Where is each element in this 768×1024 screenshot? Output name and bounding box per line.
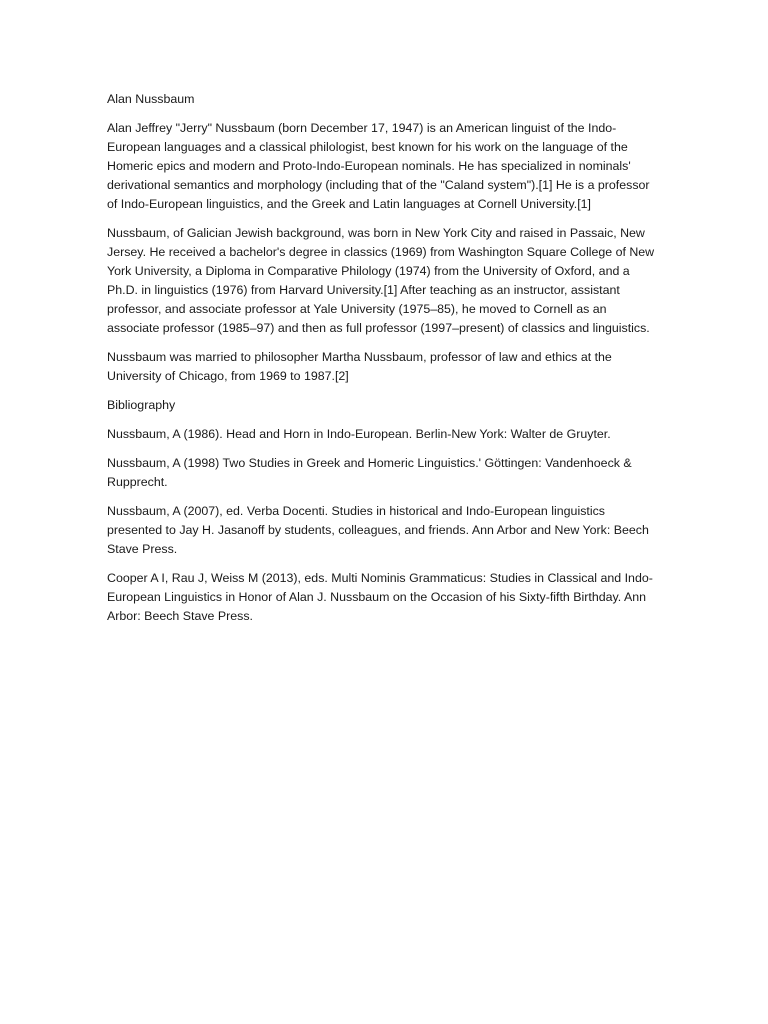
- bibliography-entry: Nussbaum, A (1986). Head and Horn in Indo-European. Berlin-New York: Walter de Gruyter.: [107, 427, 611, 441]
- paragraph-marriage: Nussbaum was married to philosopher Martha Nussbaum, professor of law and ethics at the University of Chicago, from 1969 to 1987.[2]: [107, 350, 612, 383]
- document-title: Alan Nussbaum: [107, 92, 195, 106]
- bibliography-heading: Bibliography: [107, 398, 176, 412]
- document-page: [107, 90, 659, 636]
- bibliography-entry: Nussbaum, A (1998) Two Studies in Greek and Homeric Linguistics.' Göttingen: Vandenhoeck & Rupprecht.: [107, 456, 632, 489]
- bibliography-entry: Cooper A I, Rau J, Weiss M (2013), eds. Multi Nominis Grammaticus: Studies in Classical and Indo-European Linguistics in Honor of Alan J. Nussbaum on the Occasion of his Sixty-fifth Birthday. Ann Arbor: Beech Stave Press.: [107, 571, 653, 623]
- paragraph-background: Nussbaum, of Galician Jewish background, was born in New York City and raised in Passaic, New Jersey. He received a bachelor's degree in classics (1969) from Washington Square College of New York University, a Diploma in Comparative Philology (1974) from the University of Oxford, and a Ph.D. in linguistics (1976) from Harvard University.[1] After teaching as an instructor, assistant professor, and associate professor at Yale University (1975–85), he moved to Cornell as an associate professor (1985–97) and then as full professor (1997–present) of classics and linguistics.: [107, 226, 655, 335]
- paragraph-intro: Alan Jeffrey "Jerry" Nussbaum (born December 17, 1947) is an American linguist of the Indo-European languages and a classical philologist, best known for his work on the language of the Homeric epics and modern and Proto-Indo-European nominals. He has specialized in nominals' derivational semantics and morphology (including that of the "Caland system").[1] He is a professor of Indo-European linguistics, and the Greek and Latin languages at Cornell University.[1]: [107, 121, 650, 211]
- bibliography-entry: Nussbaum, A (2007), ed. Verba Docenti. Studies in historical and Indo-European linguistics presented to Jay H. Jasanoff by students, colleagues, and friends. Ann Arbor and New York: Beech Stave Press.: [107, 504, 649, 556]
